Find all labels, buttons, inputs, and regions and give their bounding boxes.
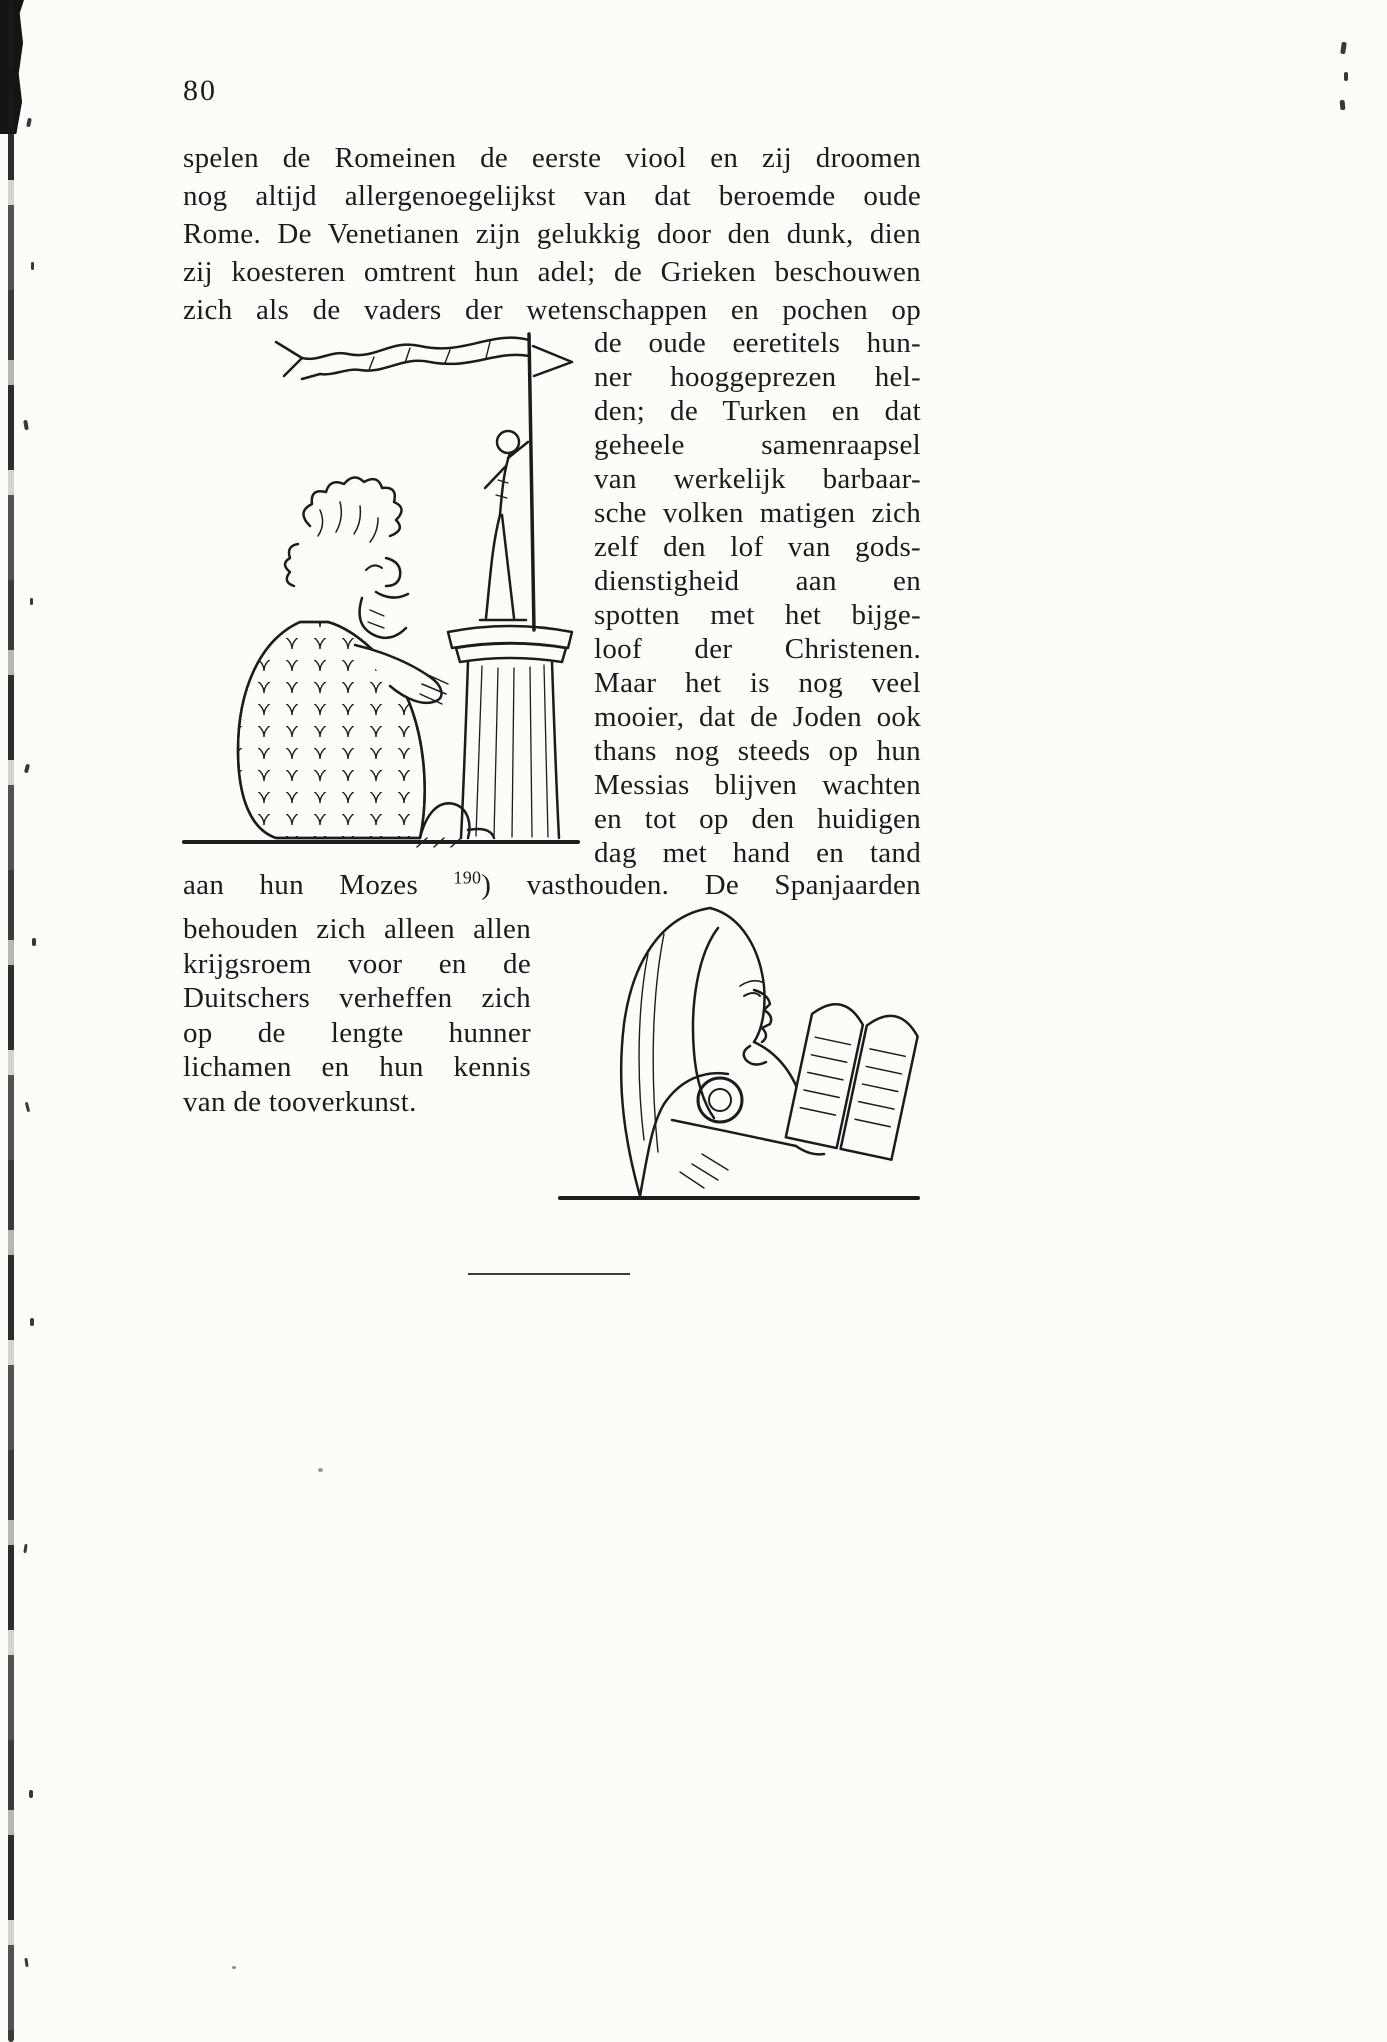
text-line: dag met hand en tand — [594, 837, 921, 869]
text-line: van werkelijk barbaar- — [594, 463, 921, 495]
text-line: geheele samenraapsel — [594, 429, 921, 461]
text-line: loof der Christenen. — [594, 633, 921, 665]
paragraph-top — [183, 139, 921, 329]
text-line: de oude eeretitels hun- — [594, 327, 921, 359]
footnote-ref: 190 — [453, 867, 482, 888]
text-line: zelf den lof van gods- — [594, 531, 921, 563]
text-line: krijgsroem voor en de — [183, 947, 531, 980]
text-line: lichamen en hun kennis — [183, 1051, 531, 1083]
scan-speck — [1340, 42, 1347, 55]
paragraph-left-column — [183, 912, 531, 1119]
scan-speck — [30, 1318, 34, 1326]
scan-speck — [1339, 100, 1345, 110]
scan-speck — [31, 262, 34, 270]
paragraph-right-column — [594, 326, 921, 870]
scan-speck — [24, 764, 30, 774]
scan-speck — [318, 1468, 323, 1472]
scan-speck — [25, 1102, 30, 1112]
scan-speck — [26, 118, 32, 128]
text-line: thans nog steeds op hun — [594, 735, 921, 767]
scan-speck — [232, 1966, 236, 1969]
book-binding-edge-line — [8, 0, 14, 2042]
scan-speck — [1344, 72, 1348, 81]
text-line: dienstigheid aan en — [594, 565, 921, 597]
bridge-text-pre: aan hun Mozes — [183, 869, 419, 901]
text-line: Rome. De Venetianen zijn gelukkig door den dunk, dien — [183, 218, 921, 250]
text-line: zich als de vaders der wetenschappen en pochen op — [183, 294, 921, 326]
text-line: van de tooverkunst. — [183, 1085, 417, 1118]
text-line: behouden zich alleen allen — [183, 913, 531, 945]
text-line: Duitschers verheffen zich — [183, 982, 531, 1014]
text-line: op de lengte hunner — [183, 1016, 531, 1049]
text-line: Maar het is nog veel — [594, 667, 921, 699]
scan-speck — [23, 420, 29, 431]
page-number: 80 — [183, 74, 217, 107]
text-line: mooier, dat de Joden ook — [594, 701, 921, 733]
text-line: den; de Turken en dat — [594, 395, 921, 427]
woodcut-moses-illustration — [552, 894, 928, 1210]
text-line: sche volken matigen zich — [594, 497, 921, 529]
text-line: Messias blijven wachten — [594, 769, 921, 801]
scan-speck — [32, 938, 36, 946]
text-line: ner hooggeprezen hel- — [594, 361, 921, 393]
text-line: en tot op den huidigen — [594, 803, 921, 835]
text-line: zij koesteren omtrent hun adel; de Grieken beschouwen — [183, 256, 921, 288]
woodcut-column-idol-illustration — [180, 330, 584, 852]
section-divider-rule — [468, 1273, 630, 1275]
text-line: spotten met het bijge- — [594, 599, 921, 631]
scan-speck — [29, 1790, 33, 1798]
scan-speck — [30, 598, 33, 605]
text-line: nog altijd allergenoegelijkst van dat beroemde oude — [183, 180, 921, 212]
scan-speck — [24, 1958, 28, 1967]
bridge-text-post: ) vasthouden. De Spanjaarden — [481, 869, 921, 901]
text-line: spelen de Romeinen de eerste viool en zij droomen — [183, 142, 921, 174]
scan-speck — [23, 1544, 27, 1553]
